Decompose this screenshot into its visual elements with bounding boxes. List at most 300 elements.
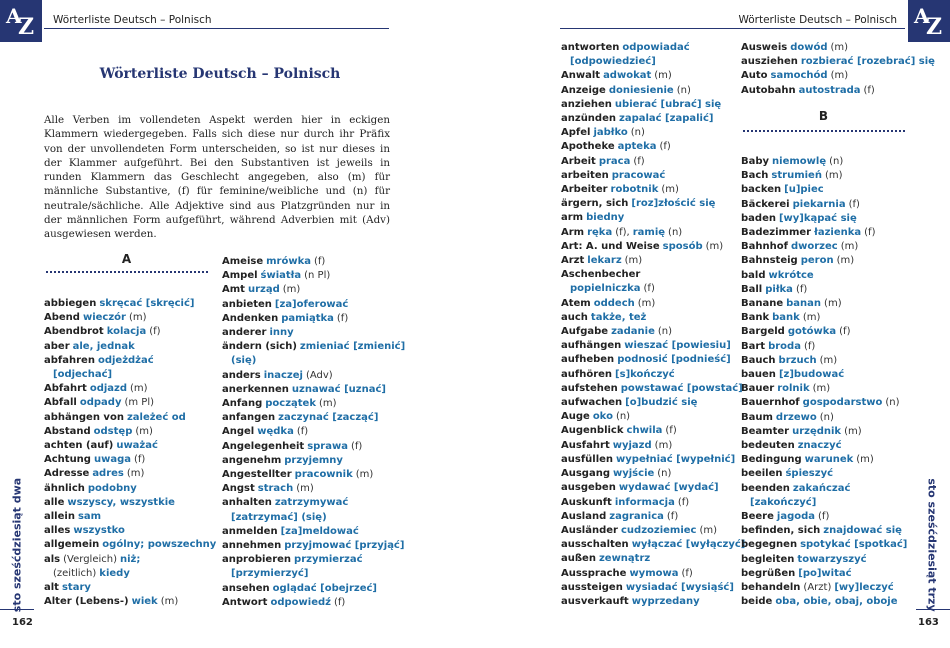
- translation: zależeć od: [126, 411, 186, 423]
- entry-row: [741, 198, 907, 212]
- headword: Apotheke: [561, 141, 615, 153]
- grammar-tag: (m): [705, 240, 724, 252]
- entry-row: [44, 482, 216, 496]
- translation: przyjemny: [284, 454, 343, 466]
- entry-row: [222, 440, 405, 454]
- translation: wyprzedany: [631, 595, 700, 607]
- translation: urząd: [247, 284, 280, 296]
- entry-column-right-1: [561, 41, 745, 609]
- translation: powstawać [powstać]: [620, 382, 743, 394]
- translation: rozbierać [rozebrać] się: [800, 56, 935, 68]
- headword: Beamter: [741, 425, 790, 437]
- translation: wyjście: [613, 468, 655, 480]
- headword: achten (auf): [44, 440, 114, 452]
- entry-row: [741, 439, 907, 453]
- grammar-tag: (m): [135, 425, 153, 437]
- grammar-tag: (f): [848, 198, 860, 210]
- grammar-tag: (f): [659, 141, 671, 153]
- translation: [o]budzić się: [625, 397, 698, 409]
- entry-column-right-2a: [741, 41, 935, 98]
- entry-row: [222, 298, 405, 312]
- grammar-tag: (f): [133, 454, 146, 466]
- entry-row: [44, 510, 216, 524]
- translation: zewnątrz: [598, 553, 651, 565]
- translation: [po]witać: [798, 567, 852, 579]
- entry-row: [44, 595, 216, 609]
- translation: [s]kończyć: [615, 368, 675, 380]
- entry-row: [561, 382, 745, 396]
- grammar-tag: (f): [665, 425, 677, 437]
- intro-paragraph: Alle Verben im vollendeten Aspekt werden hier in eckigen Klammern wiedergegeben. Falls sich diese nur durch ihr Präfix von der unvollendeten Form unterscheiden, so ist nur dieses in der Klammer aufgeführt. Bei den Substantiven ist jeweils in runden Klammern das Geschlecht angegeben, also (m) für männliche Substantive, (f) für feminine/weibliche und (n) für neutrale/sächliche. Alle Adjektive sind aus Platzgründen nur in der männlichen Form aufgeführt, während Adverbien mit (Adv) ausgewiesen werden.: [44, 114, 390, 241]
- headword: Ausweis: [741, 42, 788, 53]
- entry-row: [561, 453, 745, 467]
- grammar-tag: (m): [836, 255, 855, 267]
- entry-row: [561, 339, 745, 353]
- translation: autostrada: [798, 84, 861, 96]
- headword: abbiegen: [44, 298, 97, 309]
- translation: robotnik: [610, 184, 659, 196]
- translation: wydawać [wydać]: [618, 482, 719, 494]
- dotted-divider-b: [743, 130, 905, 132]
- entry-row: [561, 325, 745, 339]
- entry-row: [222, 397, 405, 411]
- entry-row: [222, 553, 405, 567]
- headword: Badezimmer: [741, 227, 812, 239]
- entry-row: [561, 98, 745, 112]
- headword: Amt: [222, 284, 245, 296]
- az-logo-right: [908, 0, 950, 42]
- headword: anerkennen: [222, 383, 289, 395]
- translation: odpady: [79, 397, 122, 409]
- dotted-divider-a: [46, 271, 208, 273]
- headword: beeilen: [741, 468, 783, 480]
- entry-row: [741, 411, 907, 425]
- headword: Ausland: [561, 510, 607, 522]
- translation: podnosić [podnieść]: [617, 354, 731, 366]
- grammar-tag: (n): [676, 84, 691, 96]
- entry-row: [222, 312, 405, 326]
- translation: także, też: [590, 311, 647, 323]
- entry-row: [44, 581, 216, 595]
- entry-row: [741, 396, 907, 410]
- entry-row: [561, 211, 745, 225]
- grammar-tag: (f): [681, 567, 693, 579]
- entry-row: [44, 354, 216, 368]
- entry-row: [741, 311, 907, 325]
- side-tab-left-text: sto sześćdziesiąt dwa: [10, 477, 24, 613]
- entry-row: [561, 84, 745, 98]
- headword: Anzeige: [561, 84, 606, 96]
- headword: Antwort: [222, 596, 268, 608]
- entry-row: [561, 240, 745, 254]
- translation: ramię: [632, 226, 666, 238]
- grammar-tag: (m): [160, 596, 179, 608]
- translation: peron: [800, 255, 834, 267]
- entry-row: [741, 340, 907, 354]
- entry-row: [561, 55, 745, 69]
- headword: Ball: [741, 283, 763, 295]
- headword: Anwalt: [561, 70, 601, 82]
- side-tab-right: [921, 478, 943, 612]
- translation: strach: [257, 483, 294, 495]
- usage-note: (Arzt): [803, 582, 832, 594]
- usage-note: (Vergleich): [63, 553, 117, 565]
- translation: stary: [61, 582, 91, 594]
- headword: Arzt: [561, 255, 585, 267]
- grammar-tag: (n): [885, 397, 900, 409]
- translation: wszystko: [73, 525, 125, 537]
- headword: Achtung: [44, 454, 91, 466]
- headword: begrüßen: [741, 567, 796, 579]
- entry-row: [561, 368, 745, 382]
- translation: [odjechać]: [53, 369, 113, 381]
- headword: Aschenbecher: [561, 269, 641, 281]
- translation: brzuch: [778, 354, 817, 366]
- headword: Ausfahrt: [561, 439, 610, 451]
- headword: ärgern, sich: [561, 198, 629, 210]
- headword: Arbeiter: [561, 184, 608, 196]
- entry-row: [741, 482, 907, 496]
- translation: sposób: [662, 240, 703, 252]
- header-rule-left: [44, 28, 389, 29]
- grammar-tag: (f): [296, 426, 309, 438]
- headword: ändern (sich): [222, 341, 297, 353]
- translation: cudzoziemiec: [620, 524, 697, 536]
- entry-column-right-2b: [741, 155, 907, 610]
- grammar-tag: (m): [830, 70, 849, 82]
- translation: drzewo: [775, 411, 817, 423]
- logo-letter-z: Z: [926, 14, 943, 40]
- translation: pracować: [611, 169, 666, 181]
- translation: odjazd: [89, 383, 128, 395]
- translation: oko: [592, 411, 613, 423]
- entry-row: [222, 269, 405, 283]
- headword: Bahnsteig: [741, 255, 798, 267]
- headword: Bargeld: [741, 326, 785, 338]
- entry-row: [561, 481, 745, 495]
- headword: Abstand: [44, 425, 91, 437]
- grammar-tag: (m): [624, 255, 643, 267]
- grammar-tag: (m): [654, 439, 673, 451]
- grammar-tag: (m): [844, 425, 862, 437]
- headword: ausschalten: [561, 539, 629, 551]
- translation: wkrótce: [768, 269, 814, 281]
- footer-rule-left: [0, 609, 34, 610]
- entry-row: [561, 410, 745, 424]
- entry-row: [741, 538, 907, 552]
- headword: aufhören: [561, 368, 613, 380]
- headword: Abfall: [44, 397, 77, 409]
- translation: początek: [265, 398, 316, 410]
- translation: skręcać [skręcić]: [99, 298, 195, 309]
- translation: przyjmować [przyjąć]: [284, 540, 405, 552]
- translation: [za]oferować: [274, 298, 349, 310]
- entry-row: [561, 510, 745, 524]
- entry-row: [561, 595, 745, 609]
- headword: bald: [741, 269, 766, 281]
- headword: ausgeben: [561, 482, 616, 494]
- entry-row: [561, 69, 745, 83]
- translation: jagoda: [776, 511, 816, 523]
- grammar-tag: (m): [812, 383, 831, 395]
- page-number-right: 163: [918, 617, 939, 628]
- translation: gospodarstwo: [802, 397, 883, 409]
- entry-row: [561, 197, 745, 211]
- headword: anders: [222, 369, 261, 381]
- entry-row: [44, 538, 216, 552]
- translation: zagranica: [609, 510, 664, 522]
- translation: dowód: [790, 42, 828, 53]
- translation: znajdować się: [823, 525, 902, 537]
- headword: Bank: [741, 312, 770, 324]
- grammar-tag: (m): [296, 483, 314, 495]
- translation: wszyscy, wszystkie: [67, 496, 175, 508]
- grammar-tag: (n): [829, 156, 844, 167]
- translation: przymierzać: [294, 554, 363, 566]
- headword: ausziehen: [741, 56, 798, 68]
- entry-row: [741, 240, 907, 254]
- translation: [odpowiedzieć]: [570, 56, 656, 68]
- headword: Abend: [44, 312, 80, 324]
- translation: biedny: [586, 212, 625, 224]
- translation: adwokat: [603, 70, 652, 82]
- entry-row: [222, 582, 405, 596]
- grammar-tag: (f): [839, 326, 851, 338]
- headword: anhalten: [222, 497, 272, 509]
- grammar-tag: (m): [819, 354, 838, 366]
- headword: baden: [741, 212, 776, 224]
- entry-row: [741, 325, 907, 339]
- headword: Apfel: [561, 127, 591, 139]
- entry-column-left-2: [222, 255, 405, 610]
- entry-row: [741, 183, 907, 197]
- headword: Bach: [741, 170, 769, 182]
- entry-row: [44, 467, 216, 481]
- translation: uwaga: [93, 454, 131, 466]
- translation: urzędnik: [792, 425, 842, 437]
- translation: [zakończyć]: [750, 496, 817, 508]
- side-tab-right-text: sto sześćdziesiąt trzy: [925, 478, 939, 612]
- grammar-tag: (m): [830, 42, 849, 53]
- footer-rule-right: [916, 609, 950, 610]
- headword: Atem: [561, 297, 591, 309]
- translation: [u]piec: [784, 184, 824, 196]
- running-head-left: Wörterliste Deutsch – Polnisch: [53, 14, 212, 26]
- headword: außen: [561, 553, 596, 565]
- entry-row: [741, 55, 935, 69]
- translation: [roz]złościć się: [631, 198, 716, 210]
- headword: Ausländer: [561, 524, 618, 536]
- grammar-tag: (Adv): [305, 369, 333, 381]
- headword: als: [44, 553, 61, 565]
- entry-row: [561, 467, 745, 481]
- headword: Aufgabe: [561, 326, 609, 338]
- grammar-tag: (m): [130, 383, 148, 395]
- grammar-tag: (f): [336, 312, 349, 324]
- entry-row: [741, 496, 907, 510]
- headword: beide: [741, 596, 773, 608]
- translation: mrówka: [266, 256, 311, 267]
- headword: abfahren: [44, 354, 95, 366]
- translation: [z]budować: [778, 369, 845, 381]
- translation: śpieszyć: [785, 468, 834, 480]
- entry-row: [561, 297, 745, 311]
- translation: zadanie: [611, 326, 655, 338]
- headword: Alter (Lebens-): [44, 596, 129, 608]
- entry-row: [561, 439, 745, 453]
- grammar-tag: (f): [313, 256, 326, 267]
- entry-row: [44, 396, 216, 410]
- entry-row: [222, 369, 405, 383]
- grammar-tag: (f): [333, 596, 346, 608]
- entry-row: [561, 41, 745, 55]
- entry-row: [222, 567, 405, 581]
- grammar-tag: (n): [615, 411, 631, 423]
- entry-row: [741, 155, 907, 169]
- headword: Ausgang: [561, 468, 610, 480]
- translation: wymowa: [629, 567, 679, 579]
- translation: [zatrzymać] (się): [231, 511, 327, 523]
- headword: abhängen von: [44, 411, 124, 423]
- logo-letter-a: A: [914, 4, 930, 28]
- headword: alle: [44, 496, 65, 508]
- headword: Beere: [741, 511, 774, 523]
- entry-row: [222, 340, 405, 354]
- headword: behandeln: [741, 582, 801, 594]
- translation: wiek: [131, 596, 158, 608]
- grammar-tag: (n): [668, 226, 683, 238]
- grammar-tag: (m): [355, 469, 374, 481]
- translation: uważać: [116, 440, 158, 452]
- translation: ręka: [587, 226, 613, 238]
- translation: znaczyć: [797, 440, 842, 452]
- translation: światła: [260, 270, 302, 282]
- entry-row: [222, 326, 405, 340]
- entry-row: [561, 268, 745, 282]
- grammar-tag: (f): [149, 326, 161, 338]
- translation: strumień: [771, 170, 822, 182]
- headword: alt: [44, 582, 59, 594]
- entry-row: [561, 254, 745, 268]
- headword: anmelden: [222, 525, 278, 537]
- translation: rolnik: [777, 383, 810, 395]
- entry-row: [222, 425, 405, 439]
- translation: inny: [269, 327, 294, 339]
- translation: bank: [772, 312, 800, 324]
- entry-row: [44, 496, 216, 510]
- entry-row: [561, 112, 745, 126]
- headword: anziehen: [561, 98, 612, 110]
- headword: ausverkauft: [561, 595, 629, 607]
- translation: informacja: [614, 496, 675, 508]
- headword: anfangen: [222, 412, 276, 424]
- grammar-tag: (f): [643, 283, 655, 295]
- headword: Baum: [741, 411, 773, 423]
- headword: aufheben: [561, 354, 615, 366]
- entry-row: [222, 454, 405, 468]
- side-tab-left: [6, 477, 28, 613]
- running-head-right: Wörterliste Deutsch – Polnisch: [738, 14, 897, 26]
- entry-row: [222, 283, 405, 297]
- section-letter-a: A: [121, 252, 132, 266]
- entry-row: [222, 539, 405, 553]
- entry-row: [741, 169, 907, 183]
- entry-row: [44, 297, 216, 311]
- az-logo-left: [0, 0, 42, 42]
- entry-row: [741, 524, 907, 538]
- headword: Auskunft: [561, 496, 612, 508]
- entry-row: [222, 596, 405, 610]
- entry-row: [741, 297, 907, 311]
- translation: popielniczka: [570, 283, 641, 295]
- logo-letter-a: A: [6, 4, 22, 28]
- entry-row: [741, 382, 907, 396]
- headword: aufhängen: [561, 340, 622, 352]
- entry-row: [561, 126, 745, 140]
- translation: niemowlę: [772, 156, 827, 167]
- translation: podobny: [87, 482, 137, 494]
- headword: Ameise: [222, 256, 264, 267]
- entry-row: [741, 269, 907, 283]
- translation: kolacja: [106, 326, 147, 338]
- grammar-tag: (f): [795, 283, 808, 295]
- translation: towarzyszyć: [797, 553, 867, 565]
- translation: pracownik: [294, 469, 353, 481]
- entry-row: [741, 581, 907, 595]
- headword: Angel: [222, 426, 255, 438]
- translation: niż;: [120, 553, 141, 565]
- entry-row: [44, 368, 216, 382]
- translation: banan: [786, 298, 822, 310]
- translation: ubierać [ubrać] się: [614, 98, 722, 110]
- grammar-tag: (m): [824, 298, 842, 310]
- grammar-tag: (f): [633, 155, 645, 167]
- entry-row: [44, 524, 216, 538]
- translation: (się): [231, 355, 257, 367]
- entry-row: [741, 283, 907, 297]
- translation: wypełniać [wypełnić]: [616, 453, 736, 465]
- headword: allein: [44, 511, 75, 523]
- entry-row: [561, 424, 745, 438]
- entry-row: [741, 226, 907, 240]
- grammar-tag: (m): [824, 170, 843, 182]
- headword: arm: [561, 212, 584, 224]
- entry-row: [44, 340, 216, 354]
- grammar-tag: (m): [802, 312, 821, 324]
- headword: allgemein: [44, 539, 100, 551]
- translation: zaczynać [zacząć]: [278, 412, 379, 424]
- entry-row: [561, 169, 745, 183]
- translation: broda: [768, 340, 801, 352]
- entry-row: [741, 212, 907, 226]
- translation: odpowiadać: [622, 42, 690, 53]
- headword: backen: [741, 184, 782, 196]
- headword: Bäckerei: [741, 198, 790, 210]
- translation: jabłko: [593, 127, 628, 139]
- headword: Banane: [741, 298, 784, 310]
- grammar-tag: (m): [637, 297, 656, 309]
- headword: aber: [44, 340, 70, 352]
- entry-row: [222, 468, 405, 482]
- translation: piłka: [765, 283, 793, 295]
- translation: łazienka: [814, 227, 862, 239]
- headword: Bauer: [741, 383, 775, 395]
- entry-row: [222, 482, 405, 496]
- translation: [wy]kąpać się: [778, 212, 857, 224]
- section-letter-b: B: [818, 109, 829, 123]
- translation: sam: [77, 511, 102, 523]
- grammar-tag: (m): [856, 454, 874, 466]
